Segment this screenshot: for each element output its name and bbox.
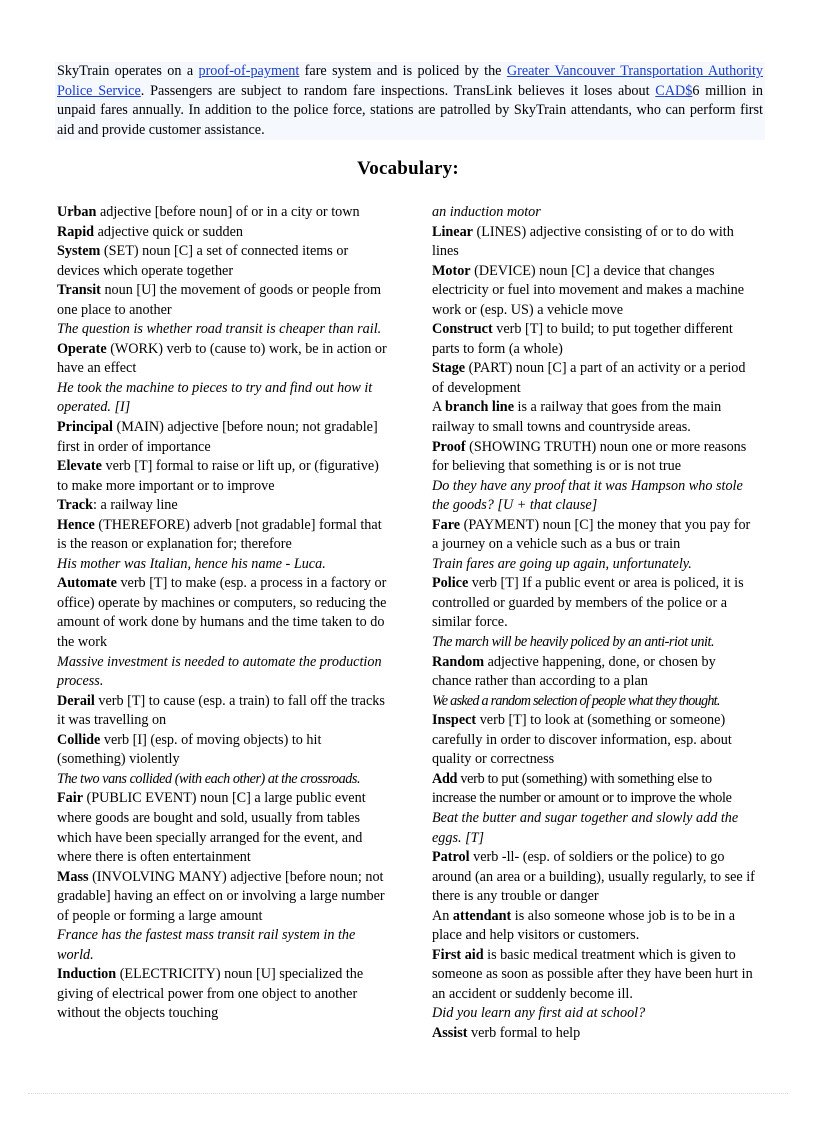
vocab-definition: is basic medical treatment which is given to someone as soon as possible after they have been hurt in an accident or suddenly become ill. (432, 946, 753, 1002)
vocab-term: branch line (445, 399, 514, 416)
vocabulary-right-column (432, 203, 758, 1044)
vocab-prefix: An (432, 907, 453, 924)
vocab-definition: is a railway that goes from the main railway to small towns and countryside areas. (432, 399, 722, 436)
vocab-definition: (SHOWING TRUTH) noun one or more reasons for believing that something is or is not true (432, 438, 747, 475)
vocab-term: Operate (57, 340, 107, 357)
vocab-term: Stage (432, 360, 466, 377)
vocab-term: Track (57, 497, 93, 514)
vocab-example: The march will be heavily policed by an anti-riot unit. (432, 634, 715, 651)
vocab-definition: is also someone whose job is to be in a place and help visitors or customers. (432, 907, 736, 944)
vocab-definition: (PAYMENT) noun [C] the money that you pay for a journey on a vehicle such as a bus or train (432, 516, 751, 553)
vocab-term: System (57, 243, 101, 260)
intro-text: . Passengers are subject to random fare inspections. TransLink believes it loses about (140, 82, 656, 99)
cad-link[interactable]: CAD$ (655, 82, 693, 99)
vocab-entry-rapid (57, 223, 390, 243)
vocab-example: His mother was Italian, hence his name - Luca. (57, 555, 326, 572)
vocab-entry-track (57, 496, 390, 516)
vocab-entry-fare (432, 516, 758, 555)
vocab-definition: adjective quick or sudden (94, 223, 243, 240)
vocab-entry-hence (57, 516, 390, 555)
vocab-term: Derail (57, 692, 95, 709)
vocab-term: attendant (452, 907, 512, 924)
vocab-entry-assist (432, 1024, 758, 1044)
vocab-term: Fair (57, 790, 83, 807)
vocab-example: Massive investment is needed to automate the production process. (57, 653, 382, 690)
vocab-term: First aid (432, 946, 484, 963)
vocab-term: Principal (57, 419, 113, 436)
vocab-definition: verb to put (something) with something else to increase the number or amount or to improve the whole (432, 770, 732, 807)
vocab-entry-system (57, 242, 390, 281)
vocab-term: Linear (432, 223, 473, 240)
vocab-entry-automate (57, 574, 390, 652)
vocab-entry-construct (432, 320, 758, 359)
vocab-entry-induction (57, 965, 390, 1024)
vocab-term: Add (432, 770, 458, 787)
vocab-entry-random (432, 653, 758, 692)
vocab-definition: verb [T] If a public event or area is policed, it is controlled or guarded by members of the police or a similar force. (432, 575, 744, 631)
vocab-entry-operate (57, 340, 390, 379)
page-bottom-divider (28, 1093, 788, 1094)
vocab-term: Random (432, 653, 485, 670)
vocab-term: Elevate (57, 458, 102, 475)
vocab-definition: verb [T] to make (esp. a process in a factory or office) operate by machines or computers, so reducing the amount of work done by humans and the time taken to do the work (57, 575, 387, 651)
vocab-definition: verb [I] (esp. of moving objects) to hit (something) violently (57, 731, 322, 768)
vocab-definition: (MAIN) adjective [before noun; not gradable] first in order of importance (57, 419, 378, 455)
vocab-definition: (PART) noun [C] a part of an activity or a period of development (432, 360, 746, 396)
vocab-example: Beat the butter and sugar together and slowly add the eggs. [T] (432, 809, 739, 846)
vocab-definition: (LINES) adjective consisting of or to do with lines (432, 223, 734, 260)
vocab-definition: (SET) noun [C] a set of connected items or devices which operate together (57, 243, 349, 279)
vocab-definition: adjective [before noun] of or in a city or town (96, 204, 360, 220)
vocab-definition: (ELECTRICITY) noun [U] specialized the giving of electrical power from one object to another without the objects touching (57, 966, 364, 1022)
vocab-term: Transit (57, 282, 101, 299)
vocab-definition: (WORK) verb to (cause to) work, be in action or have an effect (57, 340, 387, 377)
vocab-entry-proof (432, 438, 758, 477)
vocab-example: Did you learn any first aid at school? (432, 1005, 646, 1022)
vocab-term: Fare (432, 516, 461, 533)
vocab-entry-inspect (432, 711, 758, 770)
vocab-example: Train fares are going up again, unfortunately. (432, 555, 692, 572)
vocab-term: Construct (432, 321, 493, 338)
vocab-example: an induction motor (432, 204, 541, 220)
vocab-definition: verb [T] to build; to put together different parts to form (a whole) (432, 321, 733, 357)
vocab-definition: (THEREFORE) adverb [not gradable] formal that is the reason or explanation for; therefore (57, 516, 382, 553)
vocab-example: He took the machine to pieces to try and find out how it operated. [I] (57, 379, 373, 416)
vocab-example: The two vans collided (with each other) at the crossroads. (57, 770, 361, 787)
vocab-definition: verb [T] formal to raise or lift up, or (figurative) to make more important or to improve (57, 458, 379, 494)
intro-paragraph (55, 62, 765, 140)
vocab-entry-urban (57, 203, 390, 223)
vocab-term: Urban (57, 204, 97, 220)
vocab-term: Proof (432, 438, 466, 455)
vocab-definition: verb formal to help (467, 1024, 581, 1041)
vocab-term: Police (432, 575, 469, 592)
vocab-term: Patrol (432, 849, 470, 866)
vocab-term: Automate (57, 575, 117, 592)
vocab-entry-police (432, 574, 758, 633)
vocab-entry-derail (57, 692, 390, 731)
vocab-example: Do they have any proof that it was Hampson who stole the goods? [U + that clause] (432, 477, 743, 514)
vocab-term: Rapid (57, 223, 95, 240)
vocab-definition: : a railway line (93, 497, 178, 514)
vocab-term: Mass (57, 868, 89, 885)
vocab-prefix: A (432, 399, 446, 416)
police-service-link[interactable]: Greater Vancouver Transportation Authority Police Service (57, 63, 763, 99)
vocab-entry-transit (57, 281, 390, 320)
vocab-entry-linear (432, 223, 758, 262)
vocab-definition: noun [U] the movement of goods or people from one place to another (57, 282, 382, 318)
vocab-definition: verb -ll- (esp. of soldiers or the police) to go around (an area or a building), usually regularly, to see if there is any trouble or danger (432, 849, 755, 905)
vocab-entry-first-aid (432, 946, 758, 1005)
vocabulary-left-column (57, 203, 390, 1024)
vocab-definition: (DEVICE) noun [C] a device that changes electricity or fuel into movement and makes a machine work or (esp. US) a vehicle move (432, 262, 745, 318)
vocab-entry-fair (57, 789, 390, 867)
intro-text: 6 million in unpaid fares annually. In addition to the police force, stations are patrolled by SkyTrain attendants, who can perform first aid and provide customer assistance. (57, 82, 763, 138)
vocab-term: Motor (432, 262, 471, 279)
vocab-entry-branch-line (432, 398, 758, 437)
vocab-entry-elevate (57, 457, 390, 496)
vocab-entry-mass (57, 868, 390, 927)
vocab-definition: adjective happening, done, or chosen by chance rather than according to a plan (432, 653, 716, 690)
vocab-example: France has the fastest mass transit rail system in the world. (57, 927, 356, 963)
vocab-entry-stage (432, 359, 758, 398)
vocab-entry-add (432, 770, 758, 809)
vocab-term: Inspect (432, 712, 477, 729)
vocab-entry-attendant (432, 907, 758, 946)
vocab-definition: (PUBLIC EVENT) noun [C] a large public event where goods are bought and sold, usually from tables which have been specially arranged for the event, and where there is often entertainment (57, 790, 366, 866)
vocab-term: Assist (432, 1024, 468, 1041)
vocab-term: Hence (57, 516, 95, 533)
vocabulary-heading: Vocabulary: (357, 158, 459, 179)
vocab-term: Induction (57, 966, 117, 983)
vocab-example: The question is whether road transit is cheaper than rail. (57, 321, 382, 338)
proof-of-payment-link[interactable]: proof-of-payment (198, 63, 300, 79)
vocab-definition: verb [T] to look at (something or someone) carefully in order to discover information, esp. about quality or correctness (432, 712, 732, 768)
vocab-entry-principal (57, 418, 390, 457)
intro-text: SkyTrain operates on a (57, 63, 199, 79)
vocab-definition: verb [T] to cause (esp. a train) to fall off the tracks it was travelling on (57, 692, 385, 729)
vocab-entry-patrol (432, 848, 758, 907)
vocab-example: We asked a random selection of people what they thought. (432, 692, 720, 709)
vocab-definition: (INVOLVING MANY) adjective [before noun; not gradable] having an effect on or involving a large number of people or forming a large amount (57, 868, 385, 924)
vocab-entry-collide (57, 731, 390, 770)
vocab-term: Collide (57, 731, 101, 748)
intro-text: fare system and is policed by the (299, 63, 507, 79)
vocab-entry-motor (432, 262, 758, 321)
